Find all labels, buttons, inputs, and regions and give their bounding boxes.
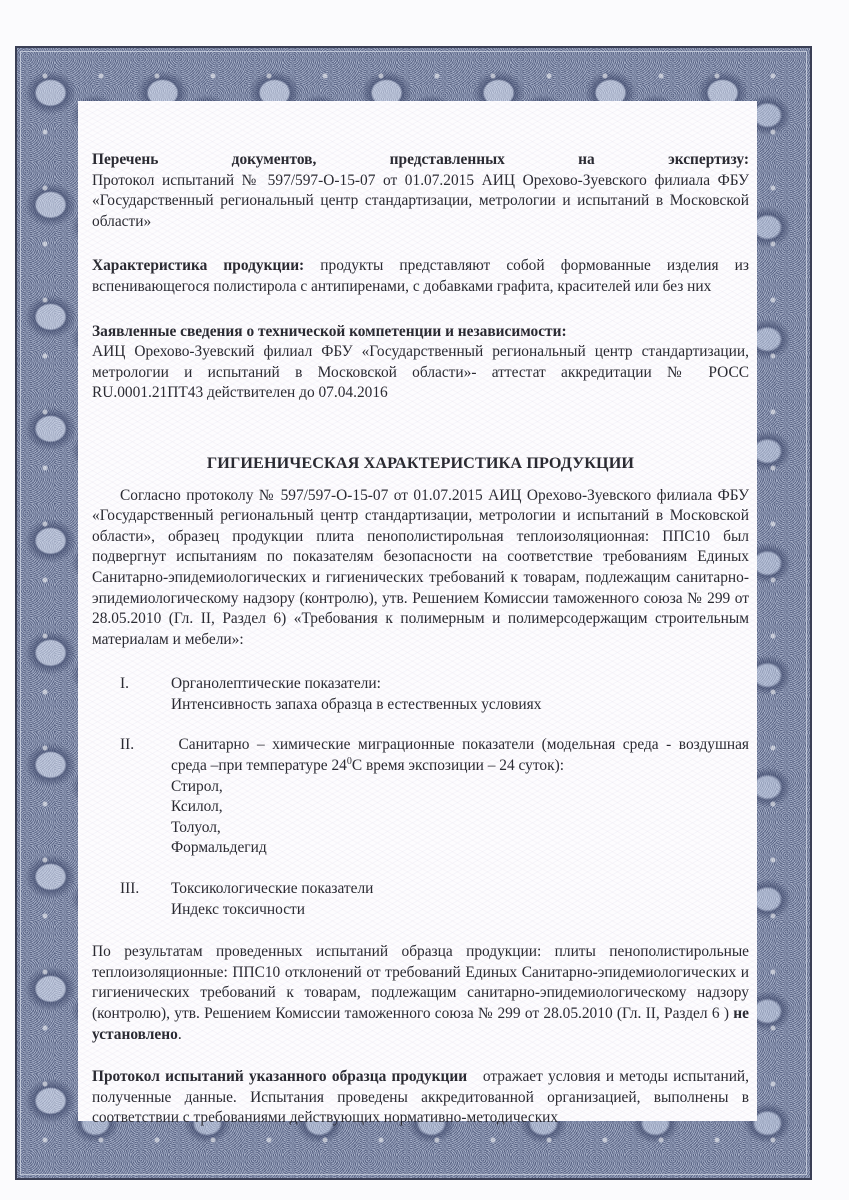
document-content bbox=[92, 150, 749, 1129]
protocol-heading: Протокол испытаний указанного образца продукции bbox=[92, 1068, 468, 1086]
indicator-title bbox=[171, 735, 749, 776]
indicator-title-text-end: С время экспозиции – 24 суток): bbox=[351, 757, 564, 775]
competence-heading: Заявленные сведения о технической компетенции и независимости: bbox=[92, 322, 567, 340]
documents-text: Протокол испытаний № 597/597-О-15-07 от 01.07.2015 АИЦ Орехово-Зуевского филиала ФБУ «Государственный региональный центр стандартизации, метрологии и испытаний в Московской области» bbox=[92, 171, 749, 230]
product-section bbox=[92, 256, 749, 297]
indicator-line: Ксилол, bbox=[171, 798, 223, 816]
indicators-list bbox=[92, 674, 749, 920]
indicator-number: III. bbox=[120, 880, 140, 898]
indicator-line: Стирол, bbox=[171, 777, 223, 795]
product-paragraph bbox=[92, 256, 749, 297]
documents-section bbox=[92, 150, 749, 232]
indicator-line: Толуол, bbox=[171, 818, 221, 836]
product-text: продукты представляют собой формованные изделия из вспенивающегося полистирола с антипиренами, с добавками графита, красителей или без них bbox=[92, 257, 749, 295]
protocol-paragraph bbox=[92, 1067, 749, 1129]
competence-section bbox=[92, 322, 749, 404]
indicator-item bbox=[92, 735, 749, 859]
indicator-line: Индекс токсичности bbox=[171, 900, 306, 918]
indicator-item bbox=[92, 879, 749, 920]
indicator-line: Формальдегид bbox=[171, 839, 267, 857]
degree-superscript: 0 bbox=[346, 755, 352, 767]
result-period: . bbox=[177, 1025, 182, 1043]
competence-text: АИЦ Орехово-Зуевский филиал ФБУ «Государственный региональный центр стандартизации, метрологии и испытаний в Московской области»- аттестат аккредитации № РОСС RU.0001.21ПТ43 действителен до 07.04.2016 bbox=[92, 343, 749, 402]
indicator-item bbox=[92, 674, 749, 715]
indicator-title-text: Санитарно – химические миграционные показатели (модельная среда - воздушная среда –при температуре 24 bbox=[171, 736, 749, 775]
indicator-line: Интенсивность запаха образца в естественных условиях bbox=[171, 695, 542, 713]
product-heading: Характеристика продукции: bbox=[92, 257, 305, 275]
indicator-title: Органолептические показатели: bbox=[171, 675, 381, 693]
protocol-text: отражает условия и методы испытаний, полученные данные. Испытания проведены аккредитованной организацией, выполнены в соответствии с требованиями действующих нормативно-методических bbox=[92, 1068, 750, 1127]
hygiene-intro: Согласно протоколу № 597/597-О-15-07 от 01.07.2015 АИЦ Орехово-Зуевского филиала ФБУ «Государственный региональный центр стандартизации, метрологии и испытаний в Московской области», образец продукции плита пенополистирольная теплоизоляционная: ППС10 был подвергнут испытаниям по показателям безопасности на соответствие требованиям Единых Санитарно-эпидемиологических и гигиенических требований к товарам, подлежащим санитарно-эпидемиологическому надзору (контролю), утв. Решением Комиссии таможенного союза № 299 от 28.05.2010 (Гл. II, Раздел 6) «Требования к полимерным и полимерсодержащим строительным материалам и мебели»: bbox=[92, 486, 749, 648]
hygiene-title: ГИГИЕНИЧЕСКАЯ ХАРАКТЕРИСТИКА ПРОДУКЦИИ bbox=[206, 453, 635, 472]
result-paragraph bbox=[92, 942, 749, 1045]
result-text: По результатам проведенных испытаний образца продукции: плиты пенополистирольные теплоизоляционные: ППС10 отклонений от требований Единых Санитарно-эпидемиологических и гигиенических требований к товарам, подлежащим санитарно-эпидемиологическому надзору (контролю), утв. Решением Комиссии таможенного союза № 299 от 28.05.2010 (Гл. II, Раздел 6 ) bbox=[92, 943, 749, 1022]
indicator-number: I. bbox=[120, 675, 129, 693]
documents-heading: Перечень документов, представленных на экспертизу: bbox=[92, 151, 749, 168]
indicator-title: Токсикологические показатели bbox=[171, 880, 374, 898]
result-verdict: не установлено bbox=[92, 1005, 749, 1043]
indicator-number: II. bbox=[120, 736, 135, 754]
